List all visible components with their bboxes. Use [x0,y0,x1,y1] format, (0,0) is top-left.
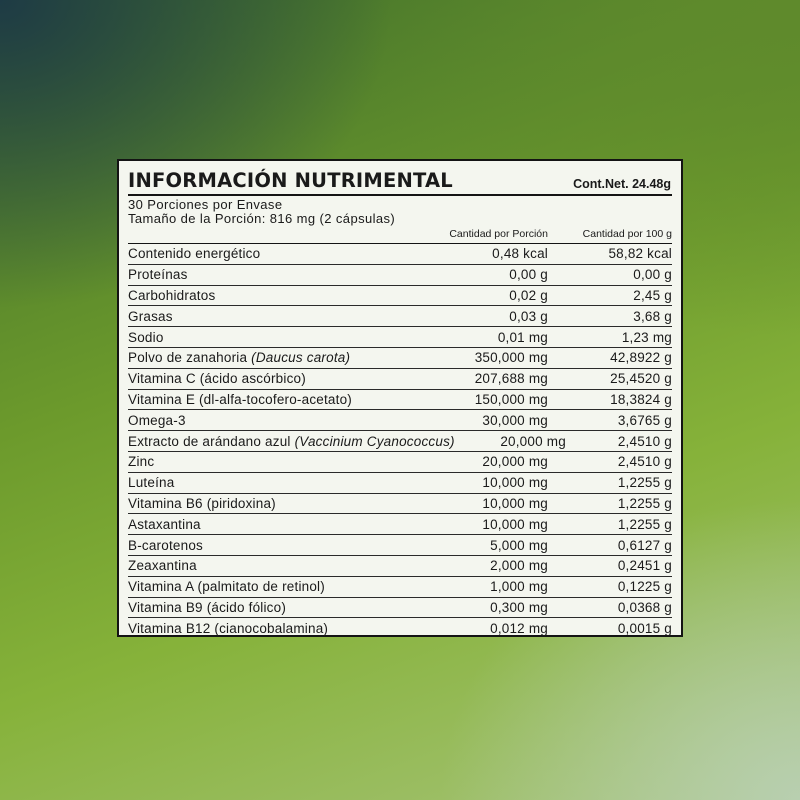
amount-per-serving: 5,000 mg [490,537,548,553]
scientific-name: (Vaccinium Cyanococcus) [294,433,455,449]
amount-per-100g: 42,8922 g [610,350,672,366]
nutrient-name: Contenido energético [128,246,261,262]
amount-per-100g: 1,23 mg [621,329,672,345]
nutrient-name: Grasas [128,308,173,324]
table-row [128,473,672,494]
table-row [128,535,672,556]
nutrient-name: Luteína [128,475,175,491]
amount-per-100g: 0,0368 g [617,599,672,615]
amount-per-serving: 1,000 mg [490,579,548,595]
amount-per-serving: 10,000 mg [482,495,548,511]
nutrient-name: Carbohidratos [128,287,216,303]
nutrient-name-cell [128,538,418,553]
column-headers [128,228,672,244]
nutrient-name-cell [128,621,418,636]
nutrient-name: Polvo de zanahoria [128,350,252,366]
nutrient-table [128,244,672,638]
amount-per-100g: 0,1225 g [617,579,672,595]
net-content: Cont.Net. 24.48g [573,177,671,191]
table-row [128,598,672,619]
table-row [128,431,672,452]
nutrient-name: Vitamina E (dl-alfa-tocofero-acetato) [128,391,352,407]
table-row [128,390,672,411]
amount-per-100g: 3,68 g [633,308,672,324]
nutrient-name-cell [128,496,418,511]
nutrient-name: Omega-3 [128,412,186,428]
amount-per-serving: 150,000 mg [474,391,548,407]
table-row [128,452,672,473]
nutrient-name-cell [128,350,418,365]
amount-per-100g: 0,6127 g [617,537,672,553]
nutrient-name: Vitamina C (ácido ascórbico) [128,371,306,387]
nutrient-name: Vitamina A (palmitato de retinol) [128,579,325,595]
nutrient-name-cell [128,454,418,469]
nutrient-name-cell [128,392,418,407]
nutrient-name: Vitamina B12 (cianocobalamina) [128,620,329,636]
scientific-name: (Daucus carota) [251,350,351,366]
amount-per-serving: 0,00 g [509,267,548,283]
nutrient-name-cell [128,288,418,303]
table-row [128,514,672,535]
table-row [128,494,672,515]
table-row [128,306,672,327]
table-row [128,327,672,348]
table-row [128,618,672,638]
amount-per-serving: 0,300 mg [490,599,548,615]
amount-per-serving: 0,48 kcal [492,246,548,262]
nutrient-name: B-carotenos [128,537,203,553]
table-row [128,244,672,265]
nutrition-facts-panel [117,159,683,637]
nutrient-name-cell [128,475,418,490]
amount-per-100g: 0,0015 g [617,620,672,636]
nutrient-name-cell [128,558,418,573]
nutrient-name: Vitamina B9 (ácido fólico) [128,599,287,615]
nutrient-name-cell [128,579,418,594]
amount-per-serving: 207,688 mg [474,371,548,387]
amount-per-100g: 25,4520 g [610,371,672,387]
amount-per-100g: 0,2451 g [617,558,672,574]
nutrient-name-cell [128,309,418,324]
column-header-per-serving: Cantidad por Porción [449,228,548,240]
amount-per-100g: 1,2255 g [617,516,672,532]
amount-per-serving: 350,000 mg [474,350,548,366]
nutrient-name: Zinc [128,454,155,470]
nutrient-name-cell [128,267,418,282]
nutrient-name: Astaxantina [128,516,201,532]
amount-per-100g: 3,6765 g [617,412,672,428]
amount-per-100g: 18,3824 g [610,391,672,407]
amount-per-100g: 2,4510 g [617,433,672,449]
amount-per-serving: 0,03 g [509,308,548,324]
serving-size: Tamaño de la Porción: 816 mg (2 cápsulas) [128,211,396,226]
panel-header [128,164,672,196]
amount-per-100g: 2,45 g [633,287,672,303]
amount-per-serving: 10,000 mg [482,475,548,491]
amount-per-100g: 1,2255 g [617,495,672,511]
nutrient-name-cell [128,413,418,428]
table-row [128,265,672,286]
table-row [128,369,672,390]
amount-per-serving: 30,000 mg [482,412,548,428]
amount-per-serving: 2,000 mg [490,558,548,574]
table-row [128,348,672,369]
nutrient-name-cell [128,371,418,386]
nutrient-name-cell [128,246,418,261]
amount-per-100g: 0,00 g [633,267,672,283]
nutrient-name: Vitamina B6 (piridoxina) [128,495,276,511]
amount-per-100g: 58,82 kcal [608,246,672,262]
nutrient-name: Sodio [128,329,164,345]
table-row [128,556,672,577]
amount-per-serving: 10,000 mg [482,516,548,532]
table-row [128,410,672,431]
nutrient-name: Extracto de arándano azul [128,433,295,449]
table-row [128,577,672,598]
nutrient-name-cell [128,434,455,449]
nutrient-name: Zeaxantina [128,558,197,574]
amount-per-serving: 0,012 mg [490,620,548,636]
nutrient-name: Proteínas [128,267,188,283]
table-row [128,286,672,307]
column-header-per-100g: Cantidad por 100 g [582,228,672,240]
amount-per-serving: 0,02 g [509,287,548,303]
servings-per-container: 30 Porciones por Envase [128,197,283,212]
nutrient-name-cell [128,600,418,615]
amount-per-serving: 20,000 mg [500,433,566,449]
nutrient-name-cell [128,517,418,532]
amount-per-100g: 1,2255 g [617,475,672,491]
panel-title: INFORMACIÓN NUTRIMENTAL [128,169,453,192]
amount-per-serving: 0,01 mg [497,329,548,345]
amount-per-serving: 20,000 mg [482,454,548,470]
amount-per-100g: 2,4510 g [617,454,672,470]
nutrient-name-cell [128,330,418,345]
